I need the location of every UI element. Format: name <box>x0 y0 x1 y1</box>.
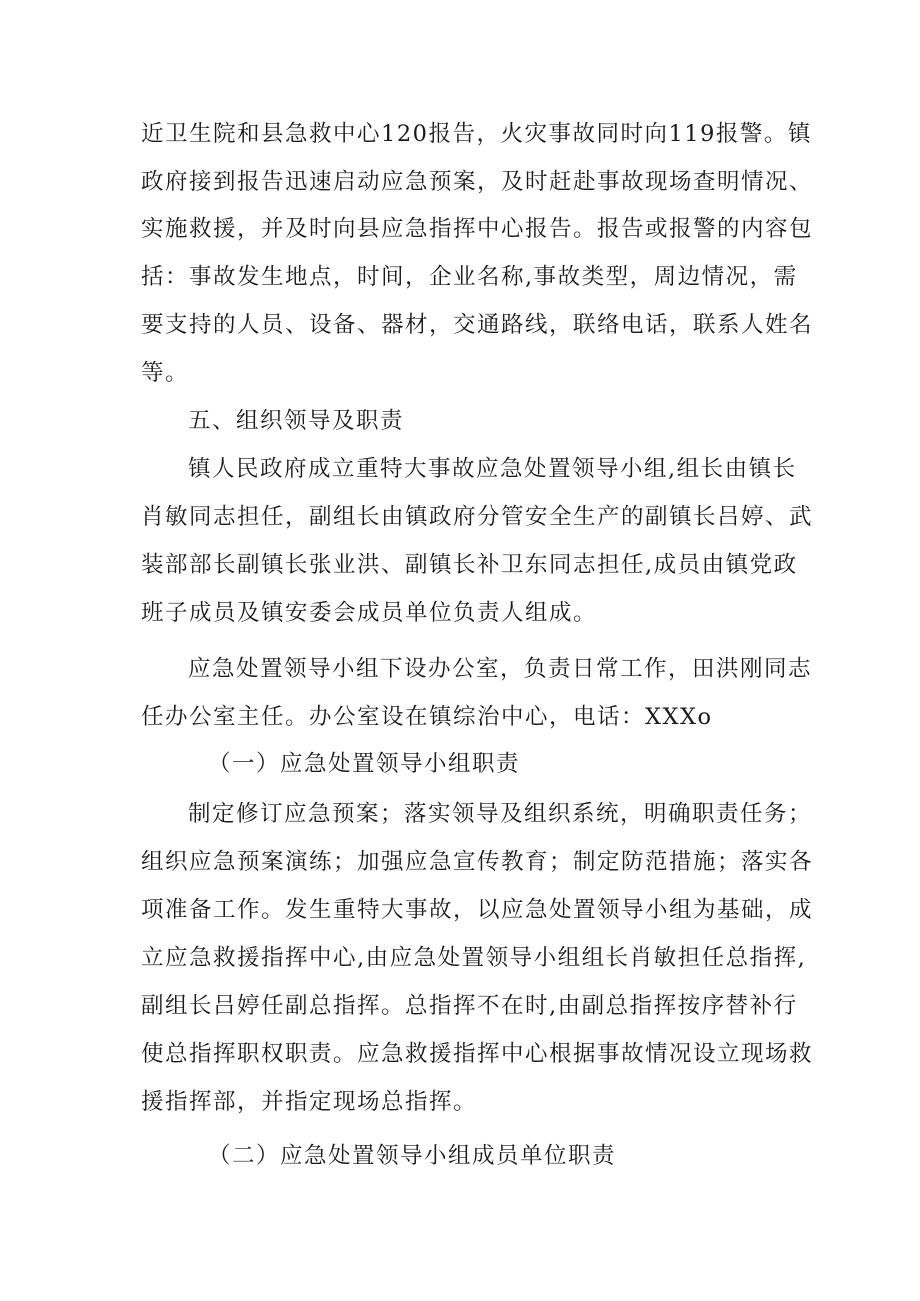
paragraph-2-line-2: 肖敏同志担任，副组长由镇政府分管安全生产的副镇长吕婷、武 <box>141 504 814 530</box>
paragraph-3-line-2: 任办公室主任。办公室设在镇综治中心，电话：XXXo <box>141 704 713 730</box>
paragraph-1-line-4: 括：事故发生地点，时间，企业名称,事故类型，周边情况，需 <box>141 264 798 290</box>
paragraph-4-line-4: 立应急救援指挥中心,由应急处置领导小组组长肖敏担任总指挥, <box>141 945 807 971</box>
paragraph-1-line-2: 政府接到报告迅速启动应急预案，及时赶赴事故现场查明情况、 <box>141 169 814 195</box>
section-heading-5: 五、组织领导及职责 <box>188 408 405 434</box>
paragraph-4-line-7: 援指挥部，并指定现场总指挥。 <box>141 1089 478 1115</box>
paragraph-4-line-5: 副组长吕婷任副总指挥。总指挥不在时,由副总指挥按序替补行 <box>141 993 798 1019</box>
paragraph-1-line-5: 要支持的人员、设备、器材，交通路线，联络电话，联系人姓名 <box>141 312 814 338</box>
paragraph-4-line-2: 组织应急预案演练；加强应急宣传教育；制定防范措施；落实各 <box>141 849 814 875</box>
paragraph-1-line-6: 等。 <box>141 360 190 386</box>
paragraph-4-line-3: 项准备工作。发生重特大事故，以应急处置领导小组为基础，成 <box>141 897 814 923</box>
paragraph-4-line-1: 制定修订应急预案；落实领导及组织系统，明确职责任务； <box>188 801 813 827</box>
paragraph-2-line-1: 镇人民政府成立重特大事故应急处置领导小组,组长由镇长 <box>188 456 797 482</box>
subheading-2: （二）应急处置领导小组成员单位职责 <box>208 1143 617 1169</box>
paragraph-4-line-6: 使总指挥职权职责。应急救援指挥中心根据事故情况设立现场救 <box>141 1041 814 1067</box>
subheading-1: （一）应急处置领导小组职责 <box>208 751 521 777</box>
paragraph-1-line-1: 近卫生院和县急救中心120报告，火灾事故同时向119报警。镇 <box>141 121 812 147</box>
paragraph-2-line-4: 班子成员及镇安委会成员单位负责人组成。 <box>141 600 598 626</box>
paragraph-1-line-3: 实施救援，并及时向县应急指挥中心报告。报告或报警的内容包 <box>141 216 814 242</box>
paragraph-3-line-1: 应急处置领导小组下设办公室，负责日常工作，田洪刚同志 <box>188 656 813 682</box>
paragraph-2-line-3: 装部部长副镇长张业洪、副镇长补卫东同志担任,成员由镇党政 <box>141 552 798 578</box>
